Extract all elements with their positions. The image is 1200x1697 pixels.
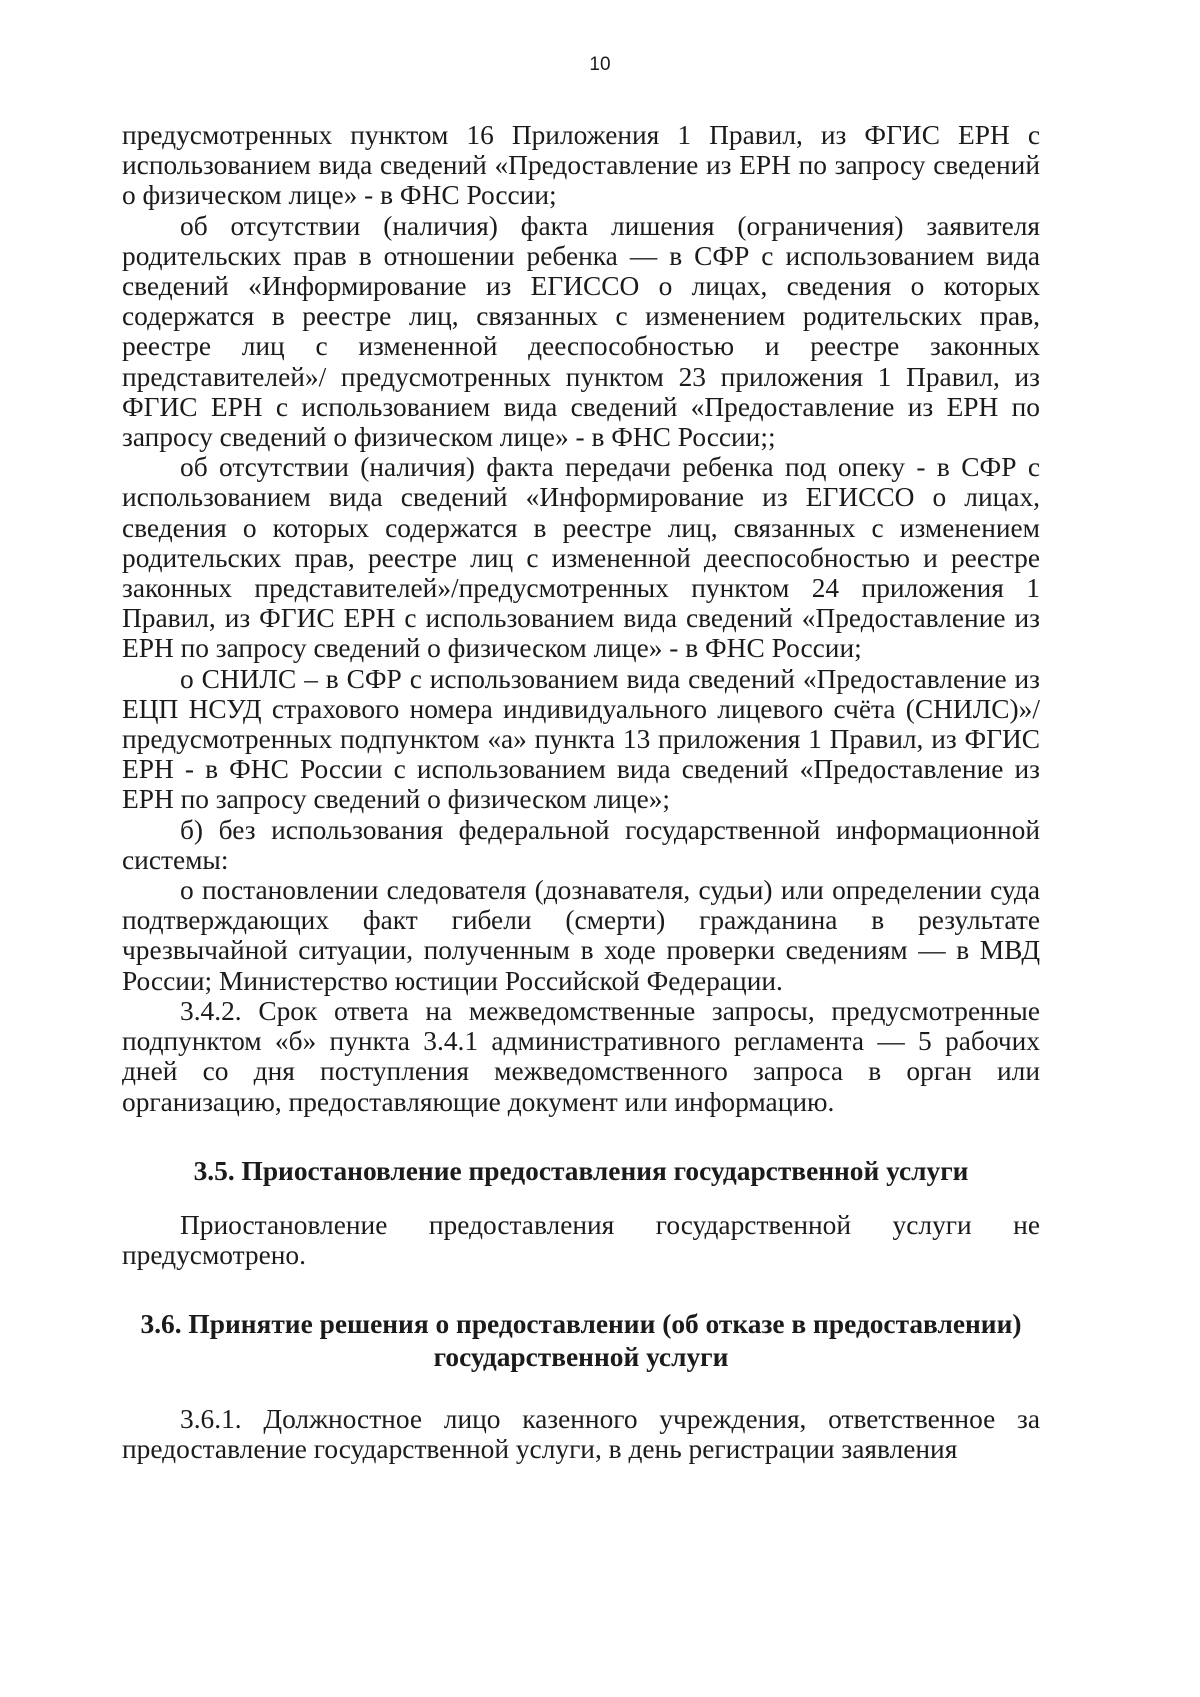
document-body [122,120,1040,1465]
paragraph-3-6-1: 3.6.1. Должностное лицо казенного учреждения, ответственное за предоставление государственной услуги, в день регистрации заявления [122,1404,1040,1465]
section-heading-3-6-line2: государственной услуги [433,1342,729,1373]
page-number: 10 [589,54,611,75]
section-heading-3-6 [122,1308,1040,1374]
paragraph: предусмотренных пунктом 16 Приложения 1 Правил, из ФГИС ЕРН с использованием вида сведений «Предоставление из ЕРН по запросу сведений о физическом лице» - в ФНС России; [122,120,1040,211]
paragraph: б) без использования федеральной государственной информационной системы: [122,814,1040,875]
paragraph: об отсутствии (наличия) факта лишения (ограничения) заявителя родительских прав в отношении ребенка — в СФР с использованием вида сведений «Информирование из ЕГИССО о лицах, сведения о которых содержатся в реестре лиц, связанных с изменением родительских прав, реестре лиц с измененной дееспособностью и реестре законных представителей»/ предусмотренных пунктом 23 приложения 1 Правил, из ФГИС ЕРН с использованием вида сведений «Предоставление из ЕРН по запросу сведений о физическом лице» - в ФНС России;; [122,210,1040,453]
section-heading-3-5: 3.5. Приостановление предоставления государственной услуги [193,1155,969,1186]
section-heading-3-6-line1: 3.6. Принятие решения о предоставлении (об отказе в предоставлении) [140,1309,1022,1340]
paragraph: о постановлении следователя (дознавателя, судьи) или определении суда подтверждающих факт гибели (смерти) гражданина в результате чрезвычайной ситуации, полученным в ходе проверки сведениям — в МВД России; Министерство юстиции Российской Федерации. [122,875,1040,996]
paragraph: об отсутствии (наличия) факта передачи ребенка под опеку - в СФР с использованием вида сведений «Информирование из ЕГИССО о лицах, сведения о которых содержатся в реестре лиц, связанных с изменением родительских прав, реестре лиц с измененной дееспособностью и реестре законных представителей»/предусмотренных пунктом 24 приложения 1 Правил, из ФГИС ЕРН с использованием вида сведений «Предоставление из ЕРН по запросу сведений о физическом лице» - в ФНС России; [122,452,1040,664]
paragraph: 3.4.2. Срок ответа на межведомственные запросы, предусмотренные подпунктом «б» пункта 3.4.1 административного регламента — 5 рабочих дней со дня поступления межведомственного запроса в орган или организацию, предоставляющие документ или информацию. [122,995,1040,1117]
paragraph-3-5: Приостановление предоставления государственной услуги не предусмотрено. [122,1209,1040,1270]
paragraph: о СНИЛС – в СФР с использованием вида сведений «Предоставление из ЕЦП НСУД страхового номера индивидуального лицевого счёта (СНИЛС)»/ предусмотренных подпунктом «а» пункта 13 приложения 1 Правил, из ФГИС ЕРН - в ФНС России с использованием вида сведений «Предоставление из ЕРН по запросу сведений о физическом лице»; [122,663,1040,815]
